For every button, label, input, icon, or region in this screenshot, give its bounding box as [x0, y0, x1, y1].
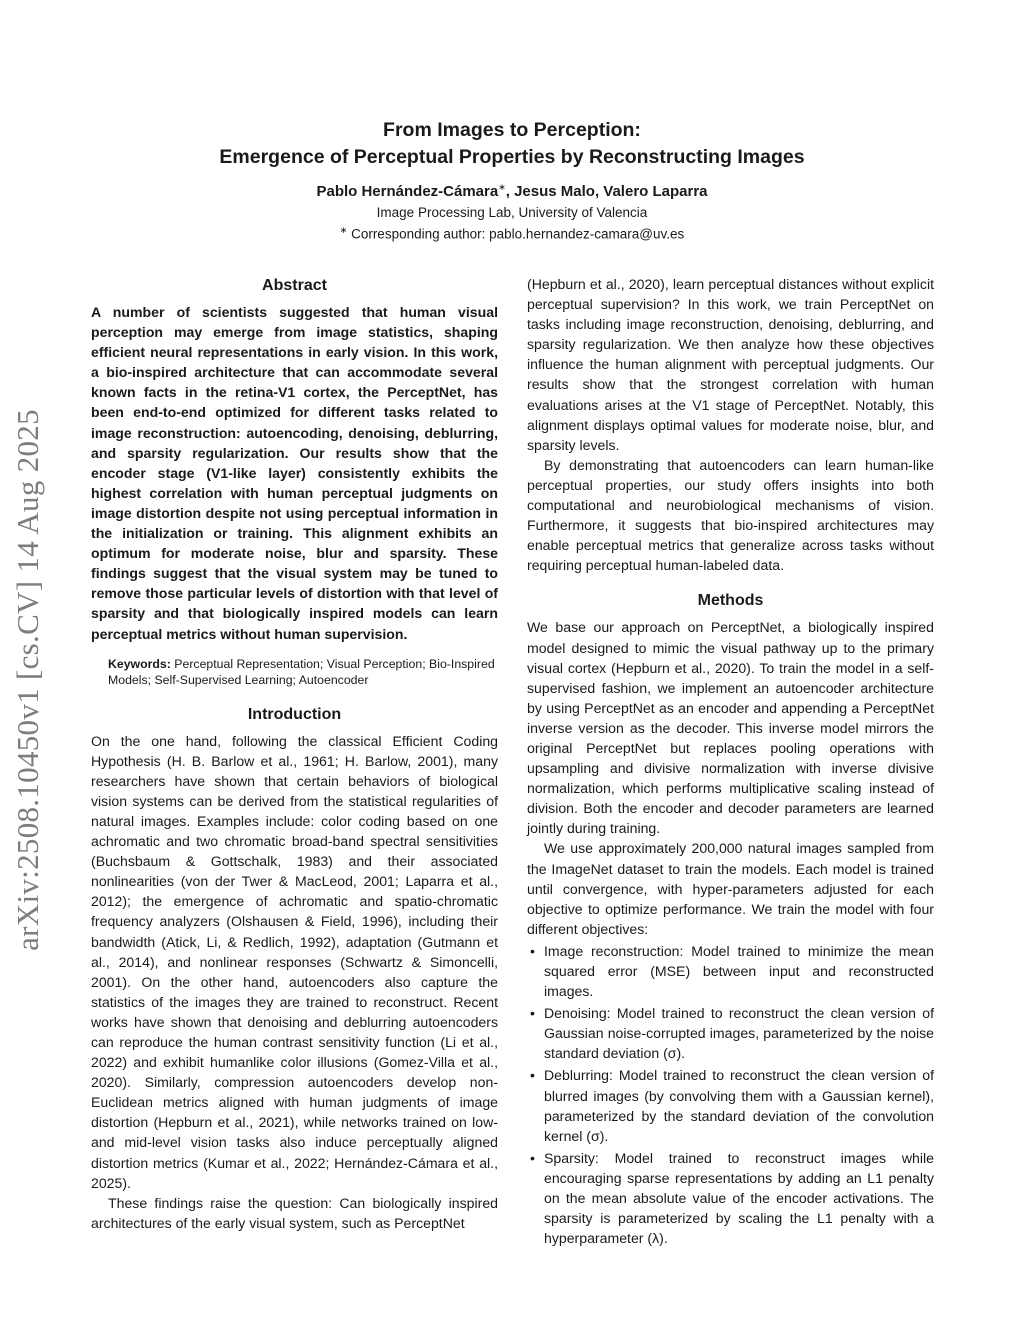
keywords-label: Keywords: [108, 656, 171, 671]
introduction-paragraph-2: These findings raise the question: Can biologically inspired architectures of the early visual system, such as PerceptNet [91, 1194, 498, 1231]
objective-sparsity: • Sparsity: Model trained to reconstruct images while encouraging sparse representations by adding an L1 penalty on the mean absolute value of the encoder activations. The sparsity is parameterized by scaling the L1 penalty with a hyperparameter (λ). [527, 1148, 934, 1248]
corresponding-author [0, 225, 1024, 242]
title-line-1: From Images to Perception: [383, 119, 641, 141]
intro-conclusion-paragraph: By demonstrating that autoencoders can learn human-like perceptual properties, our study offers insights into both computational and neurobiological mechanisms of vision. Furthermore, it suggests that bio-inspired architectures may enable perceptual metrics that generalize across tasks without requiring perceptual human-labeled data. [527, 456, 934, 574]
keywords-list: Perceptual Representation; Visual Perception; Bio-Inspired Models; Self-Supervised Learning; Autoencoder [108, 656, 495, 688]
objectives-list [527, 941, 934, 1248]
methods-paragraph-2: We use approximately 200,000 natural images sampled from the ImageNet dataset to train the models. Each model is trained until convergence, with hyper-parameters adjusted for each objective to optimize performance. We train the model with four different objectives: [527, 840, 934, 937]
objective-deblurring: • Deblurring: Model trained to reconstruct the clean version of blurred images (by convolving them with a Gaussian kernel), parameterized by the standard deviation of the convolution kernel (σ). [527, 1065, 934, 1145]
corresponding-mark: ∗ [339, 225, 348, 235]
author-first: Pablo Hernández-Cámara [316, 183, 499, 200]
keywords [108, 656, 498, 689]
left-column [91, 274, 498, 1233]
authors-rest: , Jesus Malo, Valero Laparra [505, 183, 708, 200]
affiliation: Image Processing Lab, University of Valencia [376, 205, 648, 220]
intro-continued-paragraph: (Hepburn et al., 2020), learn perceptual distances without explicit perceptual supervision? In this work, we train PerceptNet on tasks including image reconstruction, denoising, deblurring, and sparsity regularization. We then analyze how these objectives influence the human alignment with perceptual judgments. Our results show that the strongest correlation with human evaluations arises at the V1 stage of PerceptNet. Notably, this alignment displays optimal values for moderate noise, blur, and sparsity levels. [527, 276, 934, 453]
arxiv-identifier: arXiv:2508.10450v1 [cs.CV] 14 Aug 2025 [10, 409, 45, 951]
objective-reconstruction: • Image reconstruction: Model trained to minimize the mean squared error (MSE) between input and reconstructed images. [527, 941, 934, 1001]
abstract-text: A number of scientists suggested that human visual perception may emerge from image statistics, shaping efficient neural representations in early vision. In this work, a bio-inspired architecture that can accommodate several known facts in the retina-V1 cortex, the PerceptNet, has been end-to-end optimized for different tasks related to image reconstruction: autoencoding, denoising, deblurring, and sparsity regularization. Our results show that the encoder stage (V1-like layer) consistently exhibits the highest correlation with human perceptual judgments on image distortion despite not using perceptual information in the initialization or training. This alignment exhibits an optimum for moderate noise, blur and sparsity. These findings suggest that the visual system may be tuned to remove those particular levels of distortion with that level of sparsity and that biologically inspired models can learn perceptual metrics without human supervision. [91, 304, 498, 642]
abstract-heading: Abstract [262, 277, 327, 294]
title-line-2: Emergence of Perceptual Properties by Reconstructing Images [219, 146, 805, 168]
author-mark: ∗ [498, 182, 506, 192]
authors [0, 182, 1024, 200]
introduction-heading: Introduction [247, 705, 342, 723]
corresponding-text: Corresponding author: pablo.hernandez-camara@uv.es [347, 226, 685, 242]
introduction-paragraph-1: On the one hand, following the classical Efficient Coding Hypothesis (H. B. Barlow et al., 1961; H. Barlow, 2001), many researchers have shown that certain behaviors of biological vision systems can be derived from the statistical regularities of natural images. Examples include: color coding based on one achromatic and two chromatic broad-band spectral sensitivities (Buchsbaum & Gottschalk, 1983) and their associated nonlinearities (von der Twer & MacLeod, 2001; Laparra et al., 2012); the emergence of achromatic and spatio-chromatic frequency analyzers (Olshausen & Field, 1996), including their bandwidth (Atick, Li, & Redlich, 1992), adaptation (Gutmann et al., 2014), and nonlinear responses (Schwartz & Simoncelli, 2001). On the other hand, autoencoders also capture the statistics of the images they are trained to reconstruct. Recent works have shown that denoising and deblurring autoencoders can reproduce the human contrast sensitivity function (Li et al., 2022) and exhibit humanlike color illusions (Gomez-Villa et al., 2020). Similarly, compression autoencoders develop non-Euclidean metrics aligned with human judgments of image distortion (Hepburn et al., 2021), while networks trained on low- and mid-level vision tasks also induce perceptually aligned distortion metrics (Kumar et al., 2022; Hernández-Cámara et al., 2025). [91, 732, 498, 1191]
methods-paragraph-1: We base our approach on PerceptNet, a biologically inspired model designed to mimic the visual pathway up to the primary visual cortex (Hepburn et al., 2020). To train the model in a self-supervised fashion, we implement an autoencoder architecture by using PerceptNet as an encoder and appending a PerceptNet inverse version as the decoder. This inverse model mirrors the original PerceptNet but replaces pooling operations with upsampling and divisive normalization with inverse divisive normalization, which performs multiplicative scaling instead of division. Both the encoder and decoder parameters are learned jointly during training. [527, 619, 934, 837]
objective-denoising: • Denoising: Model trained to reconstruct the clean version of Gaussian noise-corrupted images, parameterized by the noise standard deviation (σ). [527, 1003, 934, 1063]
methods-heading: Methods [697, 592, 764, 610]
right-column [527, 274, 934, 1250]
paper-title [0, 117, 1024, 171]
